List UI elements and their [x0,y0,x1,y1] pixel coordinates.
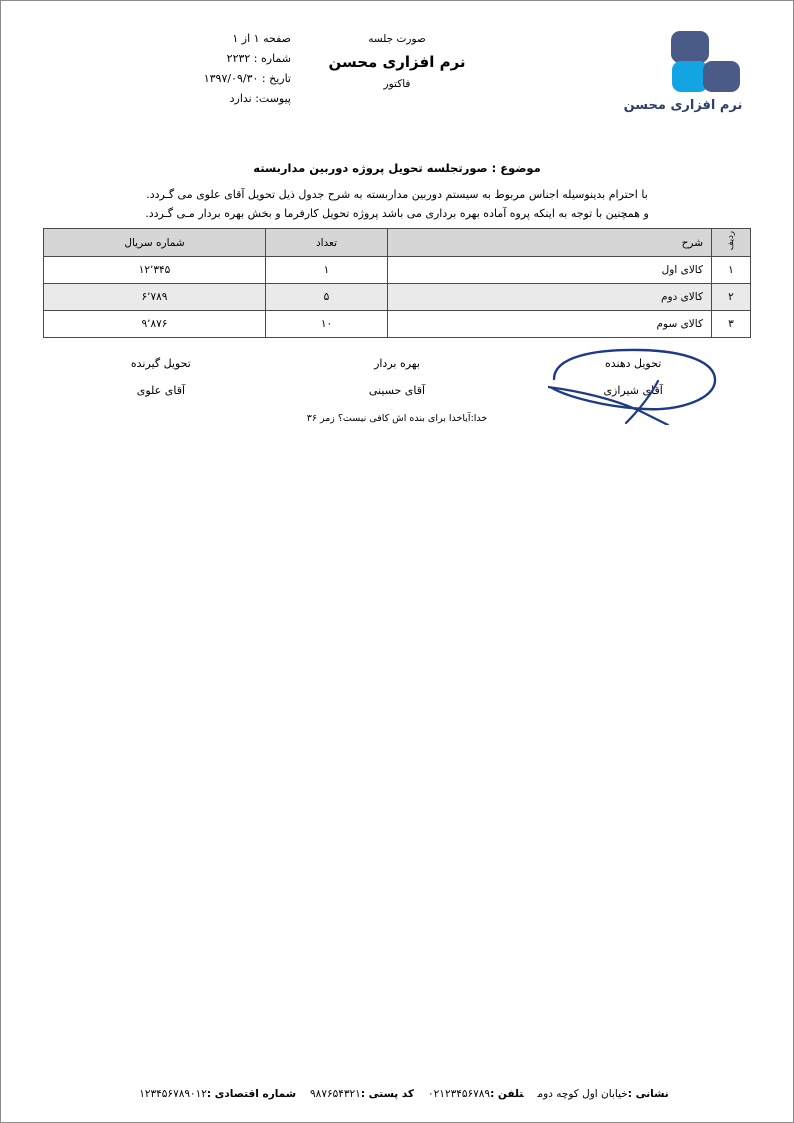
signature-name: آقای حسینی [368,384,426,397]
footer-address-value: خیابان اول کوچه دوم [537,1088,628,1100]
meta-date: تاریخ : ۱۳۹۷/۰۹/۳۰ [203,72,291,85]
body-text [43,185,751,223]
cell-description: کالای دوم [388,284,712,311]
signature-block [43,357,751,397]
subject-line: موضوع : صورتجلسه تحویل پروژه دوربین مداربسته [253,161,541,175]
items-table [43,228,751,338]
meta-number: شماره : ۲۲۳۲ [226,52,291,65]
signature-receiver [43,357,279,397]
document-footer [43,1088,751,1100]
document-meta [1,29,291,109]
th-quantity: تعداد [266,229,388,257]
cell-description: کالای اول [388,257,712,284]
cell-quantity: ۱ [266,257,388,284]
footer-econ-value: ۱۲۳۴۵۶۷۸۹۰۱۲ [139,1088,207,1100]
table-row [44,284,751,311]
footer-phone-label: تلفن : [490,1088,524,1100]
table-row [44,311,751,338]
footer-address-label: نشانی : [627,1088,669,1100]
footer-postal-label: کد پستی : [360,1088,415,1100]
items-table-wrapper [43,228,751,338]
footer-postal-value: ۹۸۷۶۵۴۳۲۱ [310,1088,361,1100]
cell-row-index: ۳ [712,311,751,338]
body-paragraph-2: و همچنین با توجه به اینکه پروه آماده بهره برداری می باشد پروژه تحویل کارفرما و بخش بهره بردار مـی گـردد. [145,207,649,220]
cell-row-index: ۱ [712,257,751,284]
document-kind-label: صورت جلسه [368,33,426,45]
body-paragraph-1: با احترام بدینوسیله اجناس مربوط به سیستم دوربین مداربسته به شرح جدول ذیل تحویل آقای علوی می گـردد. [146,188,648,201]
th-description: شرح [388,229,712,257]
th-serial: شماره سریال [44,229,266,257]
logo-wordmark: نرم افزاری محسن [623,98,743,113]
footer-phone-value: ۰۲۱۲۳۴۵۶۷۸۹ [428,1088,491,1100]
table-row [44,257,751,284]
company-name: نرم افزاری محسن [328,53,466,71]
signature-name: آقای علوی [136,384,186,397]
cell-serial: ۱۲٬۳۴۵ [44,257,266,284]
items-table-body [44,257,751,338]
meta-attachment: پیوست: ندارد [229,92,291,105]
signature-deliverer [515,357,751,397]
cell-serial: ۶٬۷۸۹ [44,284,266,311]
th-row [712,229,751,257]
signature-name: آقای شیرازی [603,384,663,397]
signature-role: بهره بردار [374,357,420,370]
table-header-row [44,229,751,257]
cell-serial: ۹٬۸۷۶ [44,311,266,338]
cell-row-index: ۲ [712,284,751,311]
quote-text: خدا:آیاخدا برای بنده اش کافی نیست؟ زمر ۳۶ [306,413,488,424]
items-table-head [44,229,751,257]
cell-quantity: ۵ [266,284,388,311]
signature-role: تحویل دهنده [604,357,662,370]
signature-role: تحویل گیرنده [130,357,191,370]
document-header [1,23,793,133]
signature-operator [279,357,515,397]
cell-quantity: ۱۰ [266,311,388,338]
meta-page: صفحه ۱ از ۱ [232,32,291,45]
footer-econ-label: شماره اقتصادی : [206,1088,297,1100]
th-row-label: ردیف [725,231,736,251]
document-subtype-label: فاکتور [383,78,411,90]
cell-description: کالای سوم [388,311,712,338]
